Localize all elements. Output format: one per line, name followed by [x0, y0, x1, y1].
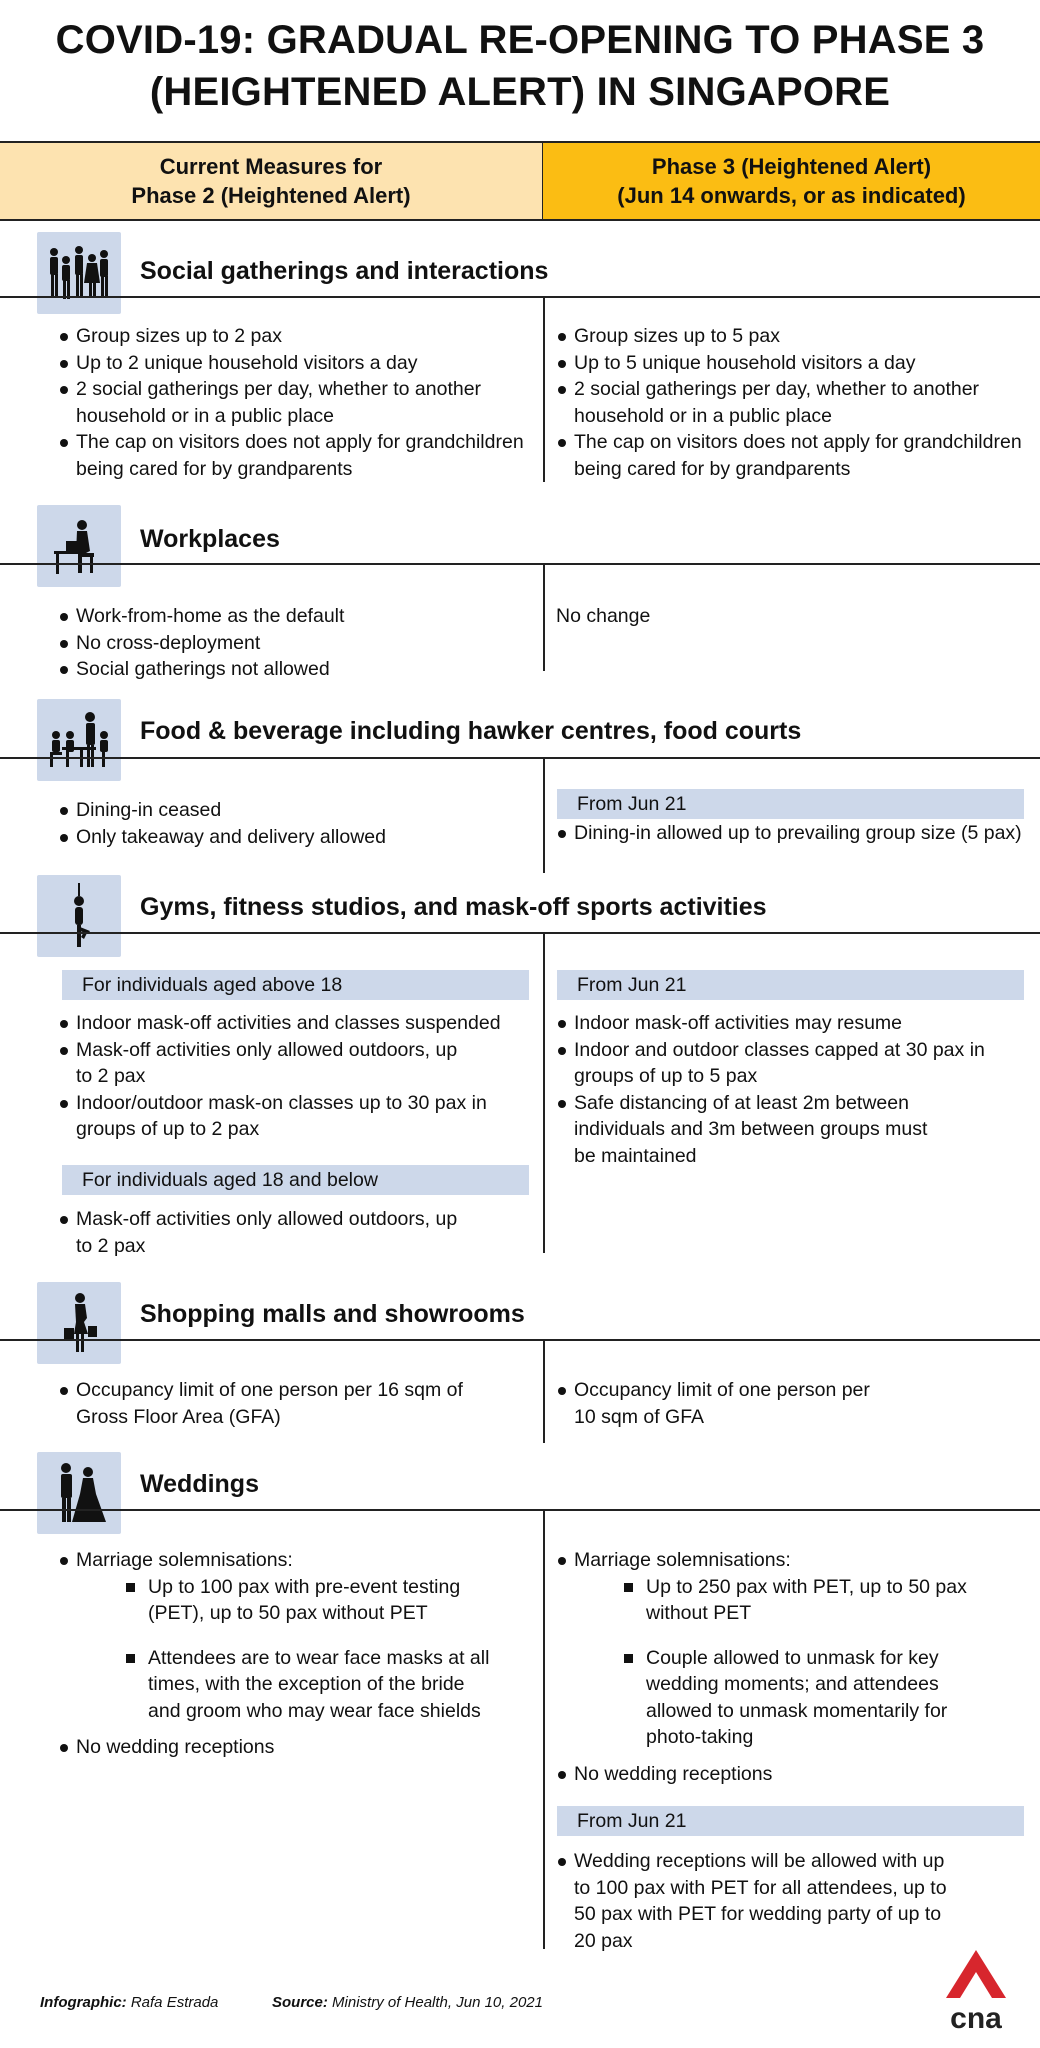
no-change-text: No change: [556, 605, 651, 627]
footer-source: [272, 1994, 543, 2011]
list-item: Group sizes up to 5 pax: [556, 323, 1031, 350]
gym-right-list: [556, 1010, 1031, 1169]
sub-item: Attendees are to wear face masks at all times, with the exception of the bride and groom who may wear face shields: [120, 1645, 490, 1725]
list-item: Work-from-home as the default: [58, 603, 528, 630]
source-label: Source:: [272, 1994, 328, 2011]
list-item: Social gatherings not allowed: [58, 656, 528, 683]
list-item: Mask-off activities only allowed outdoors, up to 2 pax: [58, 1037, 458, 1090]
left-header-line-2: Phase 2 (Heightened Alert): [131, 183, 411, 208]
section-title-wed: Weddings: [140, 1470, 259, 1498]
work-right-text: [556, 603, 1031, 630]
people-group-icon: [37, 232, 121, 314]
fnb-left-list: [58, 797, 528, 850]
sub-item: Up to 250 pax with PET, up to 50 pax without PET: [618, 1574, 988, 1627]
page-title: [0, 14, 1040, 118]
cna-logo: [940, 1948, 1012, 2032]
column-divider: [543, 932, 545, 1253]
section-title-fnb: Food & beverage including hawker centres, food courts: [140, 717, 802, 745]
column-divider: [543, 757, 545, 873]
dining-table-icon: [37, 699, 121, 781]
current-measures-header: [0, 141, 543, 221]
column-divider: [543, 563, 545, 671]
right-header-line-1: Phase 3 (Heightened Alert): [651, 154, 932, 179]
list-item: Wedding receptions will be allowed with up to 100 pax with PET for all attendees, up to 50 pax with PET for wedding party of up to 20 pax: [556, 1848, 956, 1954]
column-divider: [543, 296, 545, 482]
list-item: Dining-in ceased: [58, 797, 528, 824]
mall-left-list: [58, 1377, 528, 1430]
credit-label: Infographic:: [40, 1994, 127, 2011]
wed-right-list: [556, 1547, 1031, 1787]
list-item: Dining-in allowed up to prevailing group size (5 pax): [556, 820, 1031, 847]
list-item: Up to 5 unique household visitors a day: [556, 350, 1031, 377]
list-item: The cap on visitors does not apply for grandchildren being cared for by grandparents: [58, 429, 528, 482]
date-tag: From Jun 21: [557, 1806, 1024, 1836]
list-item: Only takeaway and delivery allowed: [58, 824, 528, 851]
section-title-gym: Gyms, fitness studios, and mask-off sports activities: [140, 893, 767, 921]
list-item: Marriage solemnisations:: [556, 1547, 1031, 1574]
list-item: Occupancy limit of one person per 16 sqm of Gross Floor Area (GFA): [58, 1377, 478, 1430]
credit-value: Rafa Estrada: [126, 1994, 219, 2011]
phase3-header: [543, 141, 1040, 221]
list-item: 2 social gatherings per day, whether to another household or in a public place: [556, 376, 1031, 429]
age-tag-18-below: For individuals aged 18 and below: [62, 1165, 529, 1195]
yoga-pose-icon: [37, 875, 121, 957]
footer-credit: [40, 1994, 218, 2011]
title-line-2: (HEIGHTENED ALERT) IN SINGAPORE: [149, 70, 891, 114]
section-rule: [0, 563, 1040, 565]
logo-text: cna: [950, 2002, 1002, 2032]
date-tag: From Jun 21: [557, 789, 1024, 819]
gym-left-list-2: [58, 1206, 528, 1259]
bride-groom-icon: [37, 1452, 121, 1534]
section-title-work: Workplaces: [140, 525, 280, 553]
column-divider: [543, 1509, 545, 1949]
right-header-line-2: (Jun 14 onwards, or as indicated): [617, 183, 966, 208]
list-item: Indoor mask-off activities and classes suspended: [58, 1010, 528, 1037]
section-rule: [0, 757, 1040, 759]
mall-right-list: [556, 1377, 1031, 1430]
list-item: Safe distancing of at least 2m between individuals and 3m between groups must be maintained: [556, 1090, 936, 1170]
section-title-social: Social gatherings and interactions: [140, 257, 549, 285]
section-rule: [0, 932, 1040, 934]
list-item: Up to 2 unique household visitors a day: [58, 350, 528, 377]
list-item: Indoor and outdoor classes capped at 30 pax in groups of up to 5 pax: [556, 1037, 996, 1090]
title-line-1: COVID-19: GRADUAL RE-OPENING TO PHASE 3: [55, 18, 985, 62]
list-item: Occupancy limit of one person per 10 sqm of GFA: [556, 1377, 896, 1430]
list-item: The cap on visitors does not apply for grandchildren being cared for by grandparents: [556, 429, 1031, 482]
section-title-mall: Shopping malls and showrooms: [140, 1300, 525, 1328]
social-left-list: [58, 323, 528, 482]
social-right-list: [556, 323, 1031, 482]
list-item: No wedding receptions: [556, 1761, 1031, 1788]
list-item: Marriage solemnisations:: [58, 1547, 528, 1574]
sub-item: Up to 100 pax with pre-event testing (PET), up to 50 pax without PET: [120, 1574, 480, 1627]
list-item: Indoor/outdoor mask-on classes up to 30 pax in groups of up to 2 pax: [58, 1090, 498, 1143]
section-rule: [0, 1509, 1040, 1511]
wed-right-after: [556, 1848, 1031, 1954]
list-item: Group sizes up to 2 pax: [58, 323, 528, 350]
age-tag-above-18: For individuals aged above 18: [62, 970, 529, 1000]
section-rule: [0, 296, 1040, 298]
gym-left-list-1: [58, 1010, 528, 1143]
desk-worker-icon: [37, 505, 121, 587]
list-item: 2 social gatherings per day, whether to another household or in a public place: [58, 376, 528, 429]
column-divider: [543, 1339, 545, 1443]
date-tag: From Jun 21: [557, 970, 1024, 1000]
sub-item: Couple allowed to unmask for key wedding moments; and attendees allowed to unmask momentarily for photo-taking: [618, 1645, 988, 1751]
list-item: No cross-deployment: [58, 630, 528, 657]
fnb-right-list: [556, 820, 1031, 847]
shopper-icon: [37, 1282, 121, 1364]
list-item: Indoor mask-off activities may resume: [556, 1010, 1031, 1037]
list-item: Mask-off activities only allowed outdoors, up to 2 pax: [58, 1206, 458, 1259]
left-header-line-1: Current Measures for: [159, 154, 383, 179]
work-left-list: [58, 603, 528, 683]
source-value: Ministry of Health, Jun 10, 2021: [327, 1994, 543, 2011]
wed-left-list: [58, 1547, 528, 1761]
section-rule: [0, 1339, 1040, 1341]
list-item: No wedding receptions: [58, 1734, 528, 1761]
